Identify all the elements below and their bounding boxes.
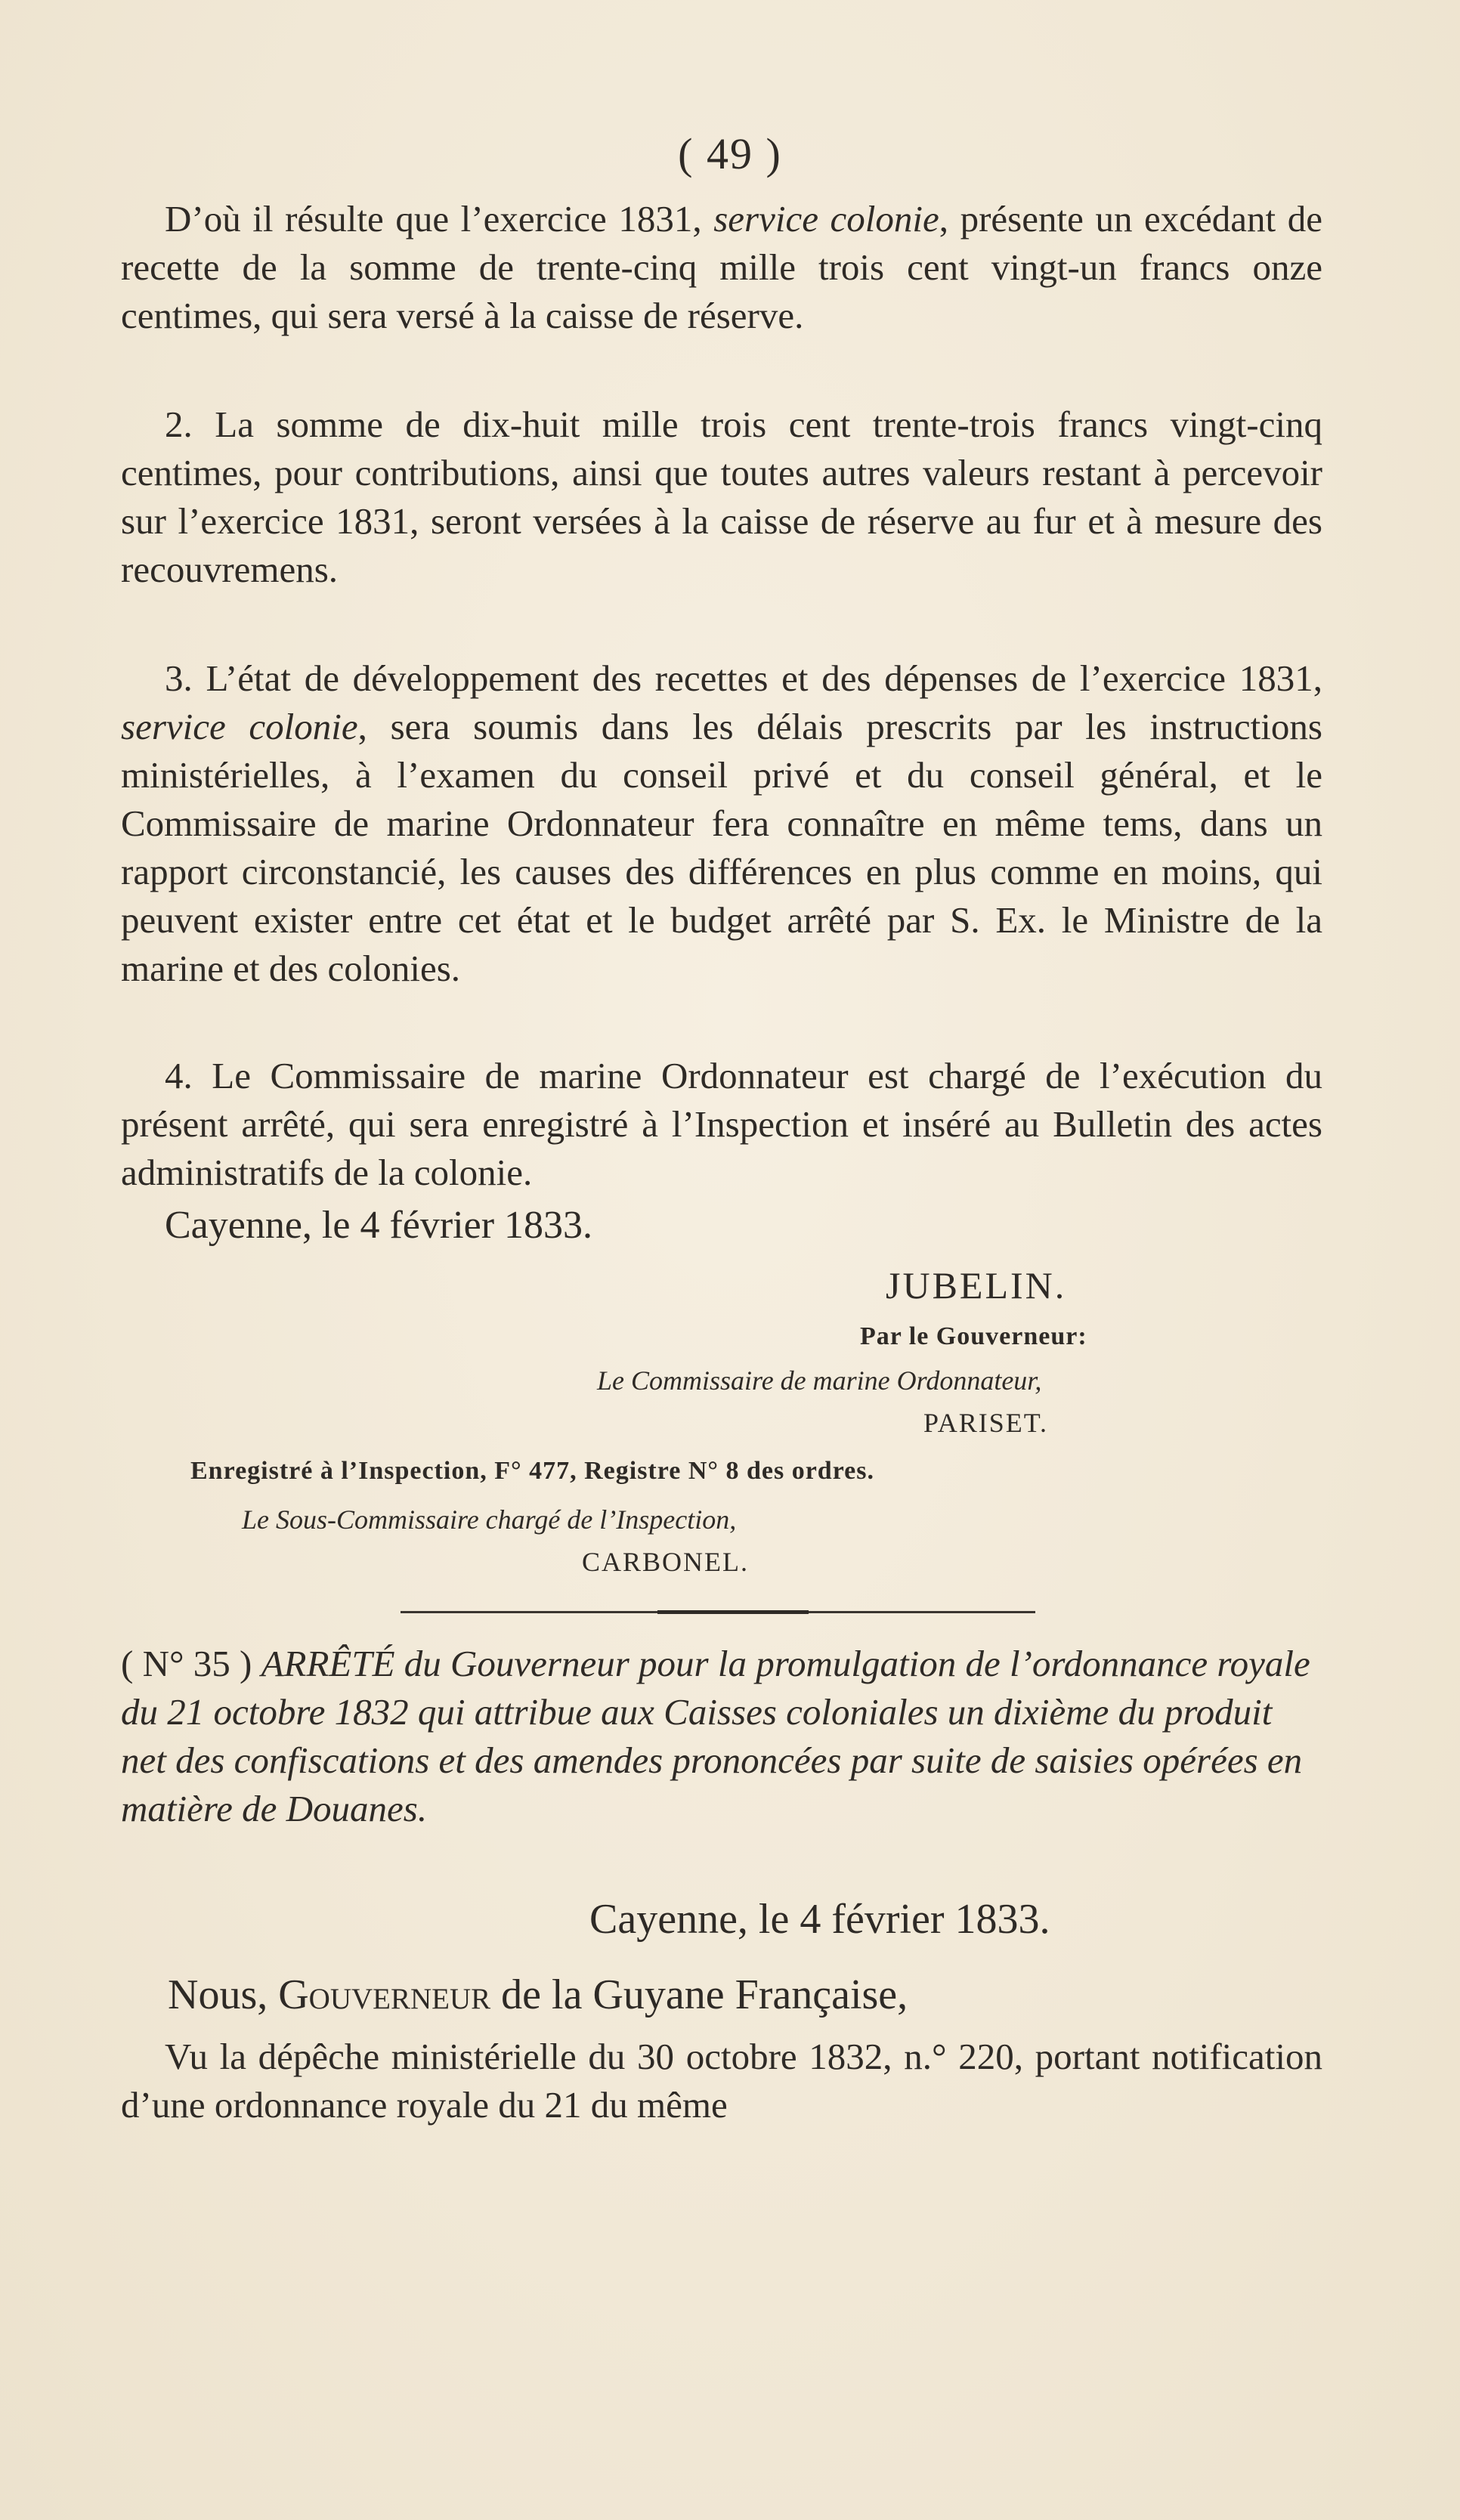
paragraph-4: 4. Le Commissaire de marine Ordonnateur est chargé de l’exécution du présent arrêté, qui sera enregistré à l’Inspection et inséré au Bulletin des actes administratifs de la colonie.	[121, 1055, 1322, 1193]
paragraph-1	[121, 195, 1322, 340]
commissaire-name: PARISET.	[923, 1408, 1049, 1438]
decree-title	[121, 1640, 1322, 1833]
article-3	[121, 654, 1322, 993]
section-divider-center	[657, 1610, 809, 1614]
sous-commissaire-name: CARBONEL.	[582, 1547, 750, 1577]
page-number: ( 49 )	[678, 129, 782, 178]
paragraph-1-emphasis: service colonie	[713, 198, 939, 240]
by-governor-line: Par le Gouverneur:	[860, 1322, 1087, 1350]
paragraph-1-text-b: , présente un excédant de recette de la somme de trente-cinq mille trois cent vingt-un francs onze centimes, qui sera versé à la caisse de réserve.	[121, 198, 1322, 336]
vu-paragraph: Vu la dépêche ministérielle du 30 octobre 1832, n.° 220, portant notification d’une ordonnance royale du 21 du même	[121, 2036, 1322, 2126]
decree-place-date: Cayenne, le 4 février 1833.	[589, 1896, 1050, 1943]
paragraph-3-text-a: 3. L’état de développement des recettes et des dépenses de l’exercice 1831,	[165, 657, 1322, 699]
gouverneur-word: Gouverneur	[278, 1971, 491, 2018]
decree-heading	[121, 1640, 1322, 1833]
paragraph-3-emphasis: service colonie	[121, 706, 358, 747]
article-1	[121, 195, 1322, 340]
commissaire-title: Le Commissaire de marine Ordonnateur,	[597, 1365, 1042, 1396]
sous-commissaire-title: Le Sous-Commissaire chargé de l’Inspection,	[242, 1504, 737, 1535]
nous-word: Nous,	[168, 1971, 279, 2018]
article-4	[121, 1052, 1322, 1197]
article-2	[121, 400, 1322, 594]
decree-number: ( N° 35 )	[121, 1643, 261, 1684]
nous-rest: de la Guyane Française,	[490, 1971, 908, 2018]
governor-signature: JUBELIN.	[886, 1264, 1067, 1306]
registration-line: Enregistré à l’Inspection, F° 477, Registre N° 8 des ordres.	[190, 1457, 875, 1485]
place-date: Cayenne, le 4 février 1833.	[165, 1204, 593, 1247]
paragraph-3-text-b: , sera soumis dans les délais prescrits par les instructions ministérielles, à l’examen du conseil privé et du conseil général, et le Commissaire de marine Ordonnateur fera connaître en même tems, dans un rapport circonstancié, les causes des différences en plus comme en moins, qui peuvent exister entre cet état et le budget arrêté par S. Ex. le Ministre de la marine et des colonies.	[121, 706, 1322, 989]
paragraph-1-text-a: D’où il résulte que l’exercice 1831,	[165, 198, 714, 240]
decree-title-text: ARRÊTÉ du Gouverneur pour la promulgation de l’ordonnance royale du 21 octobre 1832 qui attribue aux Caisses coloniales un dixième du produit net des confiscations et des amendes prononcées par suite de saisies opérées en matière de Douanes.	[121, 1643, 1310, 1829]
decree-vu	[121, 2033, 1322, 2129]
paragraph-2: 2. La somme de dix-huit mille trois cent trente-trois francs vingt-cinq centimes, pour contributions, ainsi que toutes autres valeurs restant à percevoir sur l’exercice 1831, seront versées à la caisse de réserve au fur et à mesure des recouvremens.	[121, 404, 1322, 590]
paragraph-3	[121, 654, 1322, 993]
decree-nous-line	[168, 1971, 908, 2019]
